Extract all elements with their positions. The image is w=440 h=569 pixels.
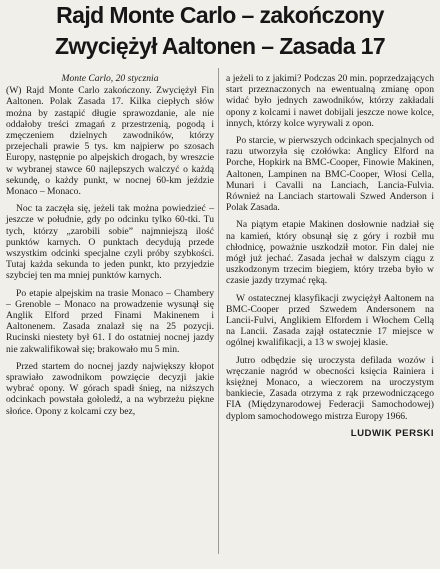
column-divider	[218, 68, 219, 554]
article-column-right	[226, 73, 434, 439]
headline-line-1: Rajd Monte Carlo – zakończony	[56, 2, 384, 28]
paragraph-tyre-choice: Przed startem do nocnej jazdy największy kłopot sprawiało zawodnikom powzięcie decyzji jakie wybrać opony. W górach spadł śnieg, na niższych odcinkach powstała gołoledź, a na wybrzeżu piękne słońce. Opony z kolcami czy bez,	[6, 360, 214, 417]
paragraph-tyre-change: a jeżeli to z jakimi? Podczas 20 min. poprzedzających start przeznaczonych na ewentualną zmianę opon widać było jednych zawodników, którzy zakładali opony z kolcami i nawet dobijali jeszcze nowe kolce, innych, którzy kolce wyrywali z opon.	[226, 73, 434, 129]
paragraph-fifth-stage: Na piątym etapie Makinen dosłownie nadział się na kamień, który obsunął się z góry i rozbił mu chłodnicę, poważnie uszkodził motor. Fin dalej nie mógł już jechać. Zasada jechał w dalszym ciągu z uszkodzonym trzecim biegiem, który trzeba było w czasie jazdy trzymać ręką.	[226, 219, 434, 287]
dateline: Monte Carlo, 20 stycznia	[61, 73, 159, 84]
paragraph-alpine-stage: Po etapie alpejskim na trasie Monaco – Chambery – Grenoble – Monaco na prowadzenie wysunął się Anglik Elford przed Finami Makinenem i Aaltonenem. Zasada znalazł się na 25 pozycji. Rucinski niestety był 61. I do ostatniej nocnej jazdy nie zakwalifikował się; brakowało mu 5 min.	[6, 287, 214, 355]
article-column-left	[6, 73, 214, 423]
headline-line-2: Zwyciężył Aaltonen – Zasada 17	[54, 33, 386, 59]
paragraph-intro: (W) Rajd Monte Carlo zakończony. Zwyciężył Fin Aaltonen. Polak Zasada 17. Kilka ciepłych słów można by zastąpić długie sprawozdanie, ale nie oddałoby treści zmagań z przestrzenią, pogodą i zmęczeniem dzielnych zawodników, którzy przejechali prawie 5 tys. km najpierw po szosach Europy, następnie po alpejskich drogach, by wreszcie w wybranej stawce 60 najlepszych walczyć o każdą sekundę, o każdy punkt, w nocnej 60-km jeździe Monaco – Monaco.	[6, 85, 214, 198]
paragraph-night-start: Noc ta zaczęła się, jeżeli tak można powiedzieć – jeszcze w południe, gdy po odcinku tylko 60-tki. Tu tych, którzy „zarobili sobie” najmniejszą ilość punktów karnych. O punktach decydują przede wszystkim odcinki specjalne czyli próby szybkości. Tutaj każda sekunda to jeden punkt, kto przyjedzie szybciej ten ma mniej punktów karnych.	[6, 203, 214, 282]
paragraph-ceremony: Jutro odbędzie się uroczysta defilada wozów i wręczanie nagród w obecności księcia Rainiera i księżnej Monaco, a wieczorem na uroczystym bankiecie, Zasada otrzyma z rąk przewodniczącego FIA (Międzynarodowej Federacji Samochodowej) dyplom samochodowego mistrza Europy 1966.	[226, 354, 434, 422]
paragraph-final-classification: W ostatecznej klasyfikacji zwyciężył Aaltonem na BMC-Cooper przed Szwedem Andersonem na Lancii-Fulvi, Anglikiem Elfordem i Włochem Cellą na Lancii. Zasada zajął ostatecznie 17 miejsce w ogólnej kwalifikacji, a 13 w swojej klasie.	[226, 292, 434, 349]
author-signature: LUDWIK PERSKI	[350, 427, 434, 439]
paragraph-leading-group: Po starcie, w pierwszych odcinkach specjalnych od razu utworzyła się czołówka: Anglicy Elford na Porche, Hopkirk na BMC-Cooper, Finowie Makinen, Aaltonen, Lampinen na BMC-Cooper, Włosi Cella, Munari i Cavalli na Lanciach, Lancia-Fulvia. Również na Lanciach startowali Szwed Anderson i Polak Zasada.	[226, 135, 434, 214]
